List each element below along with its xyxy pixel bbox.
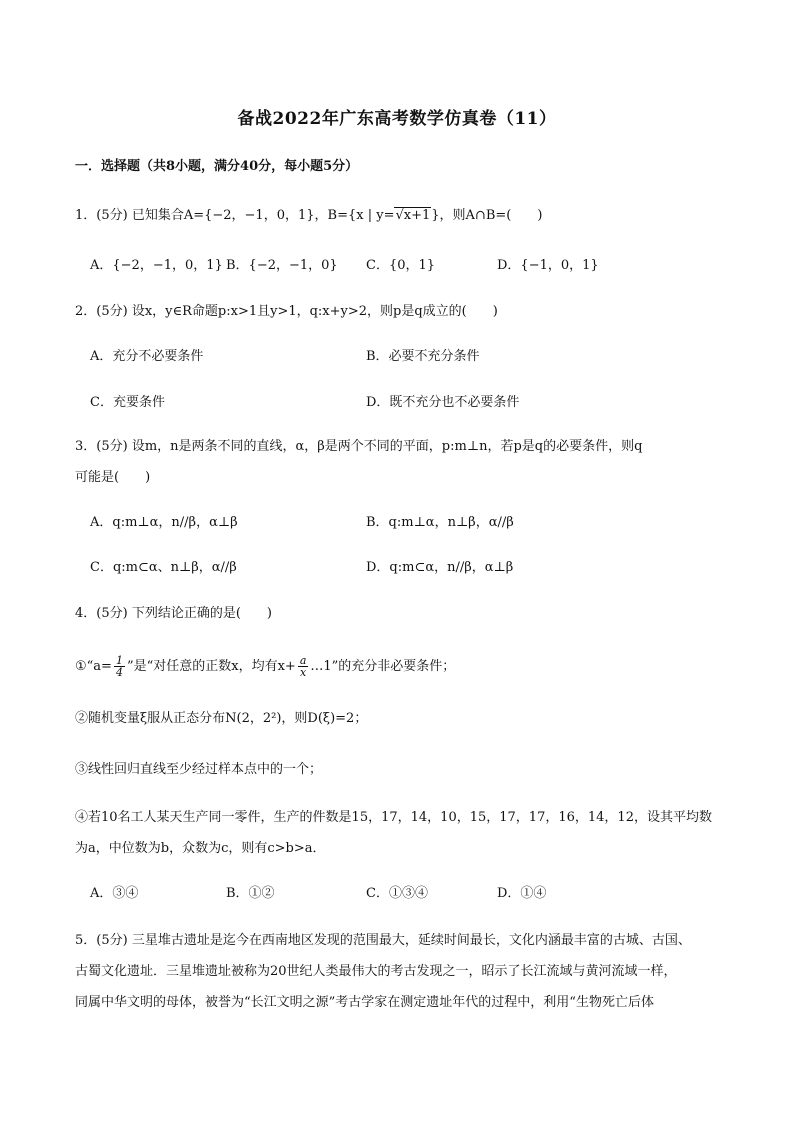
q1-option-c[interactable]: C．{0，1} bbox=[366, 258, 436, 273]
q4-s1-mid: ”是“对任意的正数x，均有x+ bbox=[126, 659, 296, 674]
question-4-stem: 4．(5分) 下列结论正确的是( ) bbox=[75, 606, 272, 621]
q3-option-a[interactable]: A．q:m⊥α，n//β，α⊥β bbox=[90, 515, 238, 530]
q1-option-a[interactable]: A．{−2，−1，0，1} bbox=[90, 258, 223, 273]
exam-title: 备战2022年广东高考数学仿真卷（11） bbox=[237, 109, 557, 129]
q4-s1-frac-num: 1 bbox=[115, 654, 123, 667]
q2-option-a[interactable]: A．充分不必要条件 bbox=[90, 349, 204, 364]
q1-radicand: x+1 bbox=[403, 208, 431, 223]
q4-statement-4-line2: 为a，中位数为b，众数为c，则有c>b>a． bbox=[75, 841, 326, 856]
q4-s1-frac2-den: x bbox=[299, 666, 307, 679]
q1-option-b[interactable]: B．{−2，−1，0} bbox=[226, 258, 338, 273]
q1-set-b-prefix: B={x | y= bbox=[327, 208, 395, 223]
q4-statement-2: ②随机变量ξ服从正态分布N(2，2²)，则D(ξ)=2； bbox=[75, 711, 368, 726]
q1-set-b-suffix: }，则 bbox=[431, 208, 466, 223]
q2-option-d[interactable]: D．既不充分也不必要条件 bbox=[366, 395, 520, 410]
q4-option-c[interactable]: C．①③④ bbox=[366, 886, 428, 901]
q4-s1-suffix: …1”的充分非必要条件； bbox=[310, 659, 456, 674]
q1-tail: A∩B=( ) bbox=[465, 208, 543, 223]
q2-option-b[interactable]: B．必要不充分条件 bbox=[366, 349, 480, 364]
q1-option-d[interactable]: D．{−1，0，1} bbox=[497, 258, 599, 273]
q4-option-a[interactable]: A．③④ bbox=[90, 886, 139, 901]
q4-option-b[interactable]: B．①② bbox=[226, 886, 275, 901]
q4-s1-prefix: ①“a= bbox=[75, 659, 112, 674]
q4-s1-frac-den: 4 bbox=[115, 666, 123, 679]
q4-option-d[interactable]: D．①④ bbox=[497, 886, 547, 901]
q4-statement-1 bbox=[75, 655, 455, 678]
q1-prefix: 1．(5分) 已知集合 bbox=[75, 208, 184, 223]
q2-option-c[interactable]: C．充要条件 bbox=[90, 395, 165, 410]
q4-statement-4-line1: ④若10名工人某天生产同一零件，生产的件数是15，17，14，10，15，17，17，16，14，12，设其平均数 bbox=[75, 810, 712, 825]
q1-sqrt: √x+1 bbox=[395, 208, 431, 223]
question-2-stem: 2．(5分) 设x，y∈R命题p:x>1且y>1，q:x+y>2，则p是q成立的( ) bbox=[75, 304, 498, 319]
q3-option-b[interactable]: B．q:m⊥α，n⊥β，α//β bbox=[366, 515, 514, 530]
question-3-stem-line2: 可能是( ) bbox=[75, 470, 151, 485]
q3-option-d[interactable]: D．q:m⊂α，n//β，α⊥β bbox=[366, 560, 514, 575]
question-5-line2: 古蜀文化遗址．三星堆遗址被称为20世纪人类最伟大的考古发现之一，昭示了长江流域与黄河流域一样， bbox=[75, 964, 677, 979]
q4-s1-fraction bbox=[114, 655, 125, 678]
q4-s1-fraction-2 bbox=[298, 655, 309, 678]
question-3-stem-line1: 3．(5分) 设m，n是两条不同的直线，α，β是两个不同的平面，p:m⊥n，若p是q的必要条件，则q bbox=[75, 439, 643, 454]
question-5-line3: 同属中华文明的母体，被誉为“长江文明之源”考古学家在测定遗址年代的过程中，利用“生物死亡后体 bbox=[75, 995, 654, 1010]
q3-option-c[interactable]: C．q:m⊂α、n⊥β，α//β bbox=[90, 560, 237, 575]
section-heading: 一．选择题（共8小题，满分40分，每小题5分） bbox=[75, 159, 359, 174]
q1-set-a: A={−2，−1，0，1}， bbox=[183, 208, 328, 223]
question-5-line1: 5．(5分) 三星堆古遗址是迄今在西南地区发现的范围最大，延续时间最长，文化内涵最丰富的古城、古国、 bbox=[75, 933, 691, 948]
q4-s1-frac2-num: a bbox=[299, 654, 307, 667]
q4-statement-3: ③线性回归直线至少经过样本点中的一个； bbox=[75, 762, 323, 777]
question-1-stem bbox=[75, 207, 542, 225]
